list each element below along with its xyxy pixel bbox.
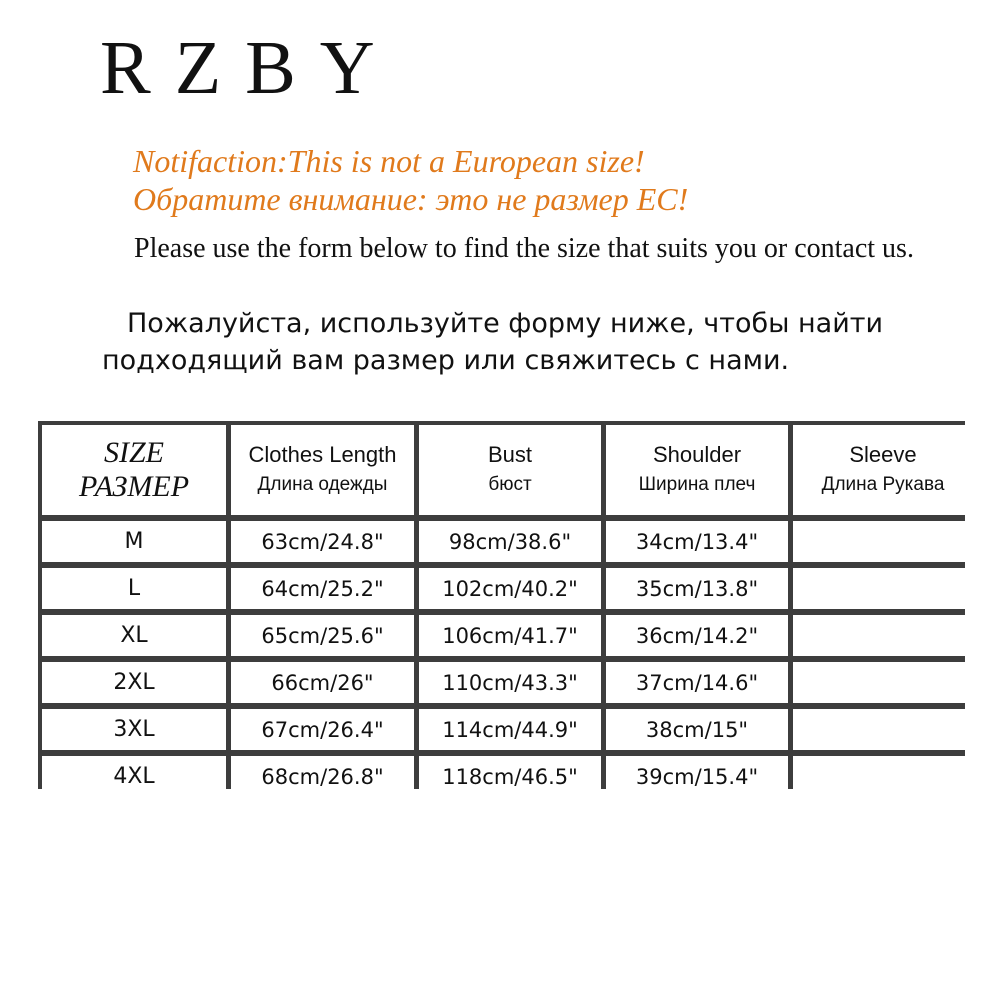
cell-length: 65cm/25.6" (231, 615, 414, 656)
cell-shoulder: 36cm/14.2" (606, 615, 788, 656)
header-clothes-length (231, 425, 414, 515)
row-size: L (42, 568, 226, 609)
row-size: XL (42, 615, 226, 656)
notice-russian: Обратите внимание: это не размер ЕС! (133, 181, 689, 217)
header-size-ru: РАЗМЕР (78, 470, 190, 503)
notice-english: Notifaction:This is not a European size! (133, 143, 645, 179)
header-label-en: Bust (487, 442, 533, 467)
header-size (42, 425, 226, 515)
cell-bust: 114cm/44.9" (419, 709, 601, 750)
size-notice (133, 142, 688, 218)
cell-length: 64cm/25.2" (231, 568, 414, 609)
cell-length: 68cm/26.8" (231, 756, 414, 797)
header-shoulder (606, 425, 788, 515)
cell-shoulder: 38cm/15" (606, 709, 788, 750)
header-size-en: SIZE (104, 436, 164, 469)
cell-bust: 98cm/38.6" (419, 521, 601, 562)
header-bust (419, 425, 601, 515)
header-sleeve (793, 425, 973, 515)
cell-sleeve (793, 615, 973, 656)
row-size: 4XL (42, 756, 226, 797)
cell-shoulder: 39cm/15.4" (606, 756, 788, 797)
row-size: 2XL (42, 662, 226, 703)
cell-sleeve (793, 709, 973, 750)
row-size: M (42, 521, 226, 562)
cell-bust: 110cm/43.3" (419, 662, 601, 703)
header-label-en: Sleeve (849, 442, 917, 467)
header-label-ru: Длина одежды (257, 474, 388, 495)
cell-sleeve (793, 662, 973, 703)
cell-length: 66cm/26" (231, 662, 414, 703)
cell-shoulder: 34cm/13.4" (606, 521, 788, 562)
cell-bust: 102cm/40.2" (419, 568, 601, 609)
cell-sleeve (793, 568, 973, 609)
intro-russian: Пожалуйста, используйте форму ниже, чтобы найти подходящий вам размер или свяжитесь с нами. (102, 308, 884, 376)
cell-length: 63cm/24.8" (231, 521, 414, 562)
header-label-en: Clothes Length (248, 442, 397, 467)
brand-logo: RZBY (100, 26, 399, 110)
header-label-ru: Длина Рукава (821, 474, 945, 495)
header-label-ru: Ширина плеч (638, 474, 756, 495)
cell-sleeve (793, 756, 973, 797)
cell-bust: 118cm/46.5" (419, 756, 601, 797)
cell-sleeve (793, 521, 973, 562)
intro-english: Please use the form below to find the size that suits you or contact us. (134, 233, 914, 264)
cell-bust: 106cm/41.7" (419, 615, 601, 656)
cell-shoulder: 35cm/13.8" (606, 568, 788, 609)
row-size: 3XL (42, 709, 226, 750)
header-label-en: Shoulder (652, 442, 742, 467)
cell-length: 67cm/26.4" (231, 709, 414, 750)
cell-shoulder: 37cm/14.6" (606, 662, 788, 703)
size-chart-table (38, 421, 965, 789)
header-label-ru: бюст (488, 474, 532, 495)
